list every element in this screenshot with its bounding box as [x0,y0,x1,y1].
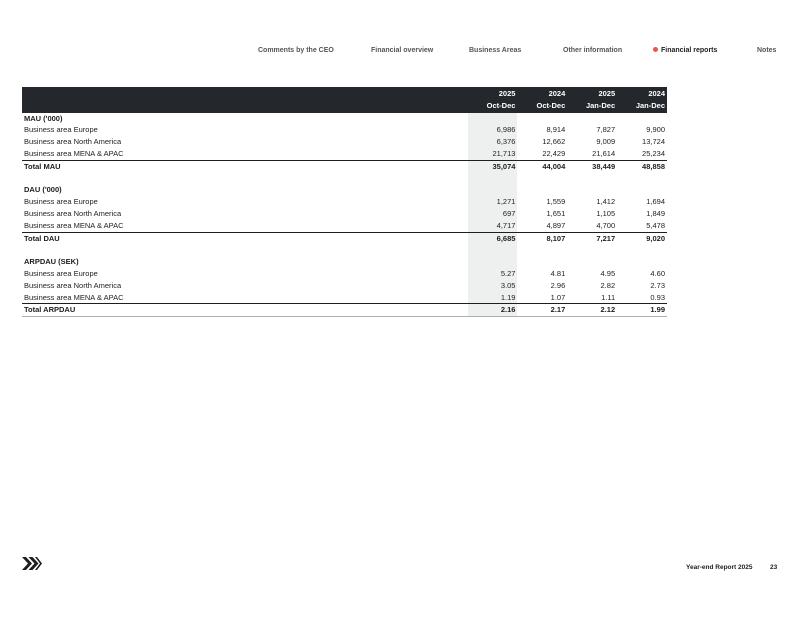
nav-item-notes[interactable]: Notes [757,47,777,54]
report-title: Year-end Report 2025 [686,564,753,571]
row-label: Business area Europe [24,125,98,135]
cell-value: 2.96 [550,280,566,290]
header-year: 2024 [517,87,567,100]
header-period: Oct-Dec [517,100,567,113]
total-value: 2.16 [468,304,518,317]
table-row [22,208,667,220]
table-row [22,268,667,280]
cell-value: 1.11 [601,292,616,302]
section-title: ARPDAU (SEK) [24,257,79,267]
table-row [22,136,667,148]
cell-value: 22,429 [542,148,566,158]
cell-value: 4,700 [596,220,616,230]
header-corner [22,100,468,113]
header-corner [22,87,468,100]
cell-value: 8,914 [546,125,566,135]
table-row [22,124,667,136]
nav-item-comments-by-the-ceo[interactable]: Comments by the CEO [258,47,334,54]
cell-value: 2.82 [600,280,616,290]
cell-value: 4,897 [546,220,566,230]
nav-item-financial-reports[interactable] [653,47,717,54]
total-value: 2.12 [567,304,617,317]
cell-value: 5,478 [646,220,665,230]
total-value: 35,074 [468,160,518,172]
total-value: 7,217 [567,232,617,244]
table-row [22,292,667,304]
nav-item-financial-reports-label: Financial reports [661,47,718,54]
cell-value: 13,724 [642,137,665,147]
kpi-table [22,87,667,317]
table-header [22,87,667,113]
cell-value: 3.05 [468,280,518,292]
cell-value: 1,105 [596,208,616,218]
total-value: 6,685 [468,232,518,244]
cell-value: 1,559 [546,197,566,207]
total-label: Total DAU [22,232,468,244]
top-navigation [0,47,800,59]
row-label: Business area North America [24,280,122,290]
header-year: 2025 [567,87,617,100]
total-value: 2.17 [517,304,567,317]
total-value: 8,107 [517,232,567,244]
header-period: Jan-Dec [567,100,617,113]
cell-value: 9,009 [596,137,616,147]
cell-value: 4,717 [468,220,518,232]
total-value: 9,020 [617,232,667,244]
section-title-row [22,256,667,268]
total-label: Total MAU [22,160,468,172]
section-title-row [22,184,667,196]
cell-value: 1.19 [468,292,518,304]
cell-value: 4.95 [600,268,616,278]
nav-item-other-information[interactable]: Other information [563,47,623,54]
table-row [22,148,667,160]
cell-value: 4.60 [650,268,665,278]
table-row [22,196,667,208]
nav-item-financial-overview[interactable]: Financial overview [371,47,434,54]
cell-value: 1.07 [550,292,566,302]
header-period: Oct-Dec [468,100,518,113]
cell-value: 4.81 [550,268,566,278]
header-year: 2025 [468,87,518,100]
cell-value: 9,900 [646,125,665,135]
table-row [22,280,667,292]
cell-value: 1,694 [646,197,665,207]
section-title: MAU ('000) [24,113,63,123]
active-dot-icon [653,47,658,52]
cell-value: 12,662 [542,137,566,147]
page-number: 23 [770,564,778,571]
cell-value: 697 [468,208,518,220]
cell-value: 25,234 [642,148,665,158]
double-chevron-logo-icon [22,557,42,570]
row-label: Business area Europe [24,268,98,278]
cell-value: 1,271 [468,196,518,208]
cell-value: 21,713 [468,148,518,160]
cell-value: 1,651 [546,208,566,218]
spacer-row [22,244,667,256]
row-label: Business area MENA & APAC [24,220,124,230]
row-label: Business area MENA & APAC [24,148,124,158]
cell-value: 7,827 [596,125,616,135]
total-row [22,160,667,172]
cell-value: 1,849 [646,208,665,218]
cell-value: 21,614 [592,148,616,158]
row-label: Business area North America [24,208,122,218]
total-row [22,304,667,317]
row-label: Business area North America [24,137,122,147]
total-value: 1.99 [617,304,667,317]
total-value: 44,004 [517,160,567,172]
nav-item-business-areas[interactable]: Business Areas [469,47,522,54]
cell-value: 5.27 [468,268,518,280]
spacer-row [22,173,667,185]
cell-value: 1,412 [596,197,616,207]
table-body [22,113,667,317]
cell-value: 6,376 [468,136,518,148]
header-year: 2024 [617,87,667,100]
total-row [22,232,667,244]
table-row [22,220,667,232]
section-title-row [22,113,667,125]
header-period: Jan-Dec [617,100,667,113]
row-label: Business area Europe [24,197,98,207]
cell-value: 6,986 [468,124,518,136]
row-label: Business area MENA & APAC [24,292,124,302]
cell-value: 0.93 [650,292,665,302]
section-title: DAU ('000) [24,185,62,195]
total-value: 38,449 [567,160,617,172]
total-value: 48,858 [617,160,667,172]
cell-value: 2.73 [650,280,665,290]
total-label: Total ARPDAU [22,304,468,317]
